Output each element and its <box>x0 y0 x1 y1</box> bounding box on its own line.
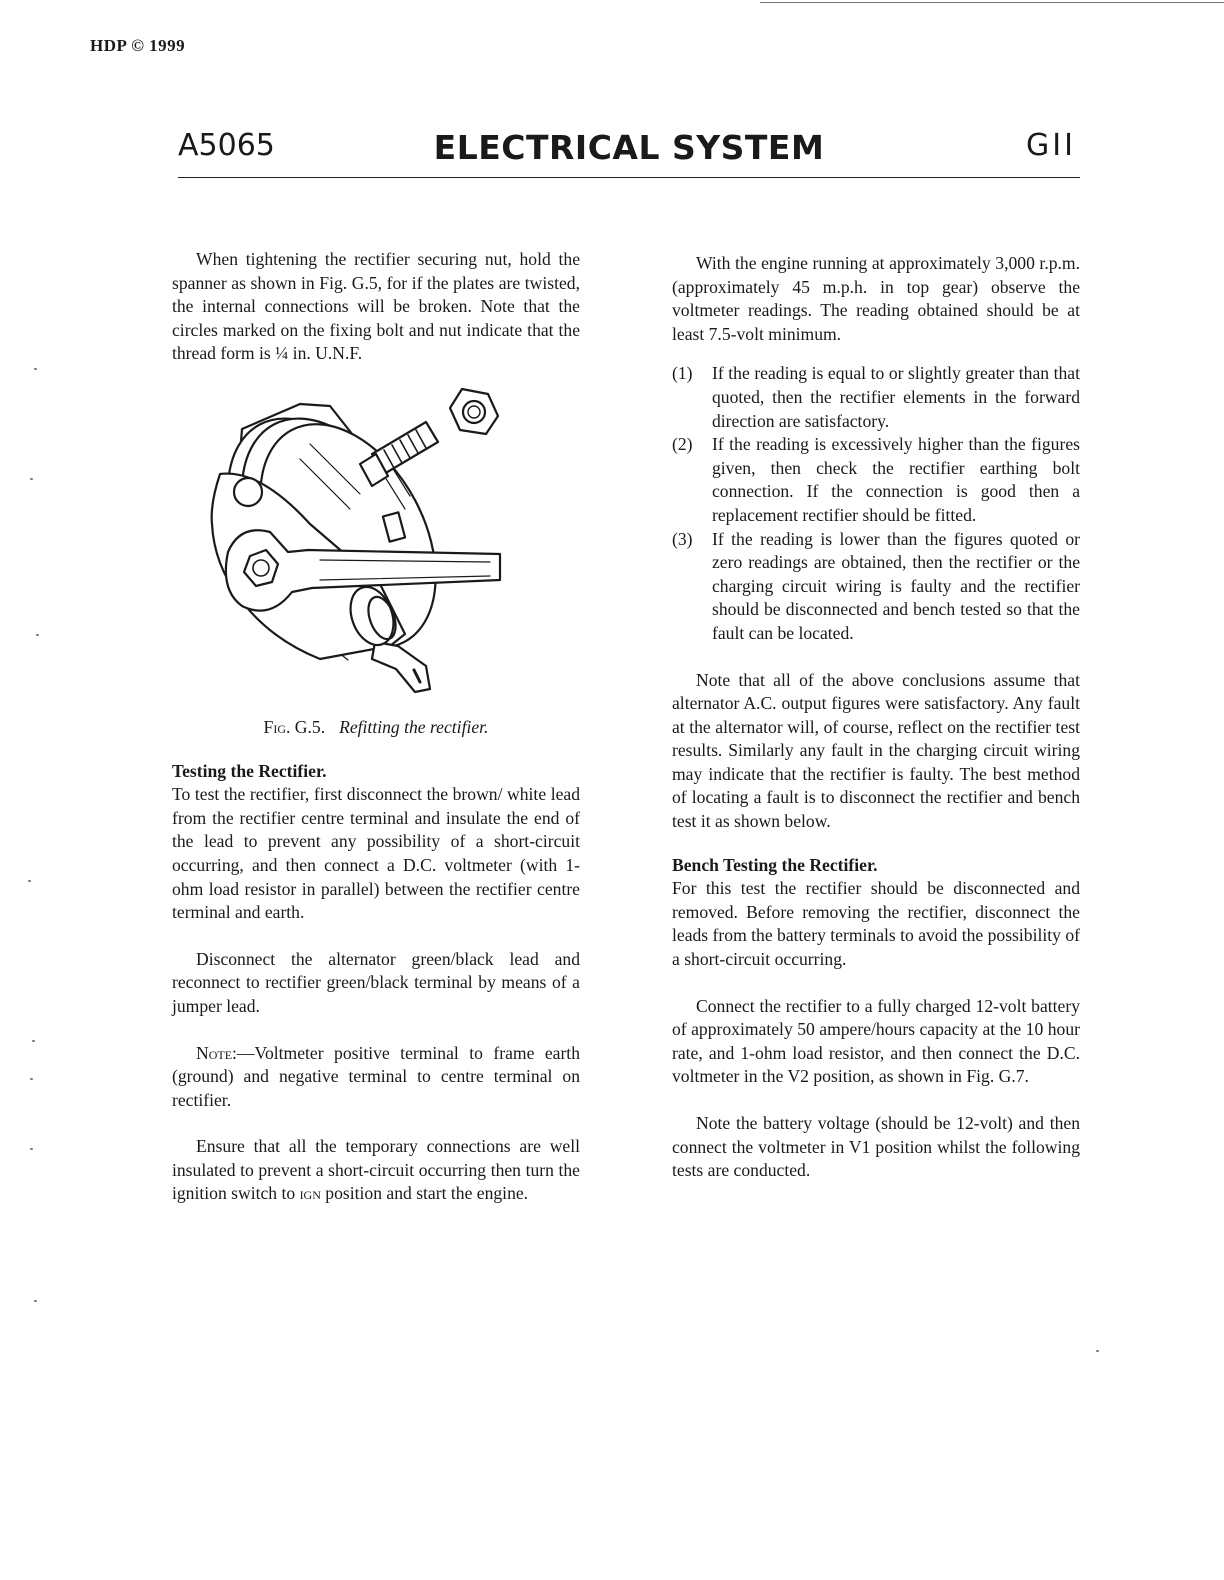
step-number: (3) <box>672 528 693 549</box>
terminal-tag <box>372 642 430 692</box>
note-label: Note <box>196 1042 233 1063</box>
connect-paragraph: Connect the rectifier to a fully charged 12-volt battery of approximately 50 ampere/hours capacity at the 10 hour rate, and 1-ohm load resistor, and then connect the D.C. voltmeter in the V2 position, as shown in Fig. G.7. <box>672 995 1080 1087</box>
figure-g5 <box>172 384 580 714</box>
step-text: If the reading is excessively higher than the figures given, then check the rectifier earthing bolt connection. If the connection is good then a replacement rectifier should be fitted. <box>712 434 1080 525</box>
note-text: :—Voltmeter positive terminal to frame earth (ground) and negative terminal to centre terminal on rectifier. <box>172 1042 580 1110</box>
left-column <box>172 248 580 1206</box>
figure-caption <box>172 716 580 740</box>
disconnect-paragraph: Disconnect the alternator green/black lead and reconnect to rectifier green/black terminal by means of a jumper lead. <box>172 948 580 1016</box>
ensure-text: Ensure that all the temporary connections are well insulated to prevent a short-circuit occurring then turn the ignition switch to <box>172 1136 580 1204</box>
step-number: (1) <box>672 363 693 384</box>
scan-speck <box>28 880 31 882</box>
right-column <box>672 252 1080 1183</box>
scan-speck <box>30 478 33 480</box>
header-rule <box>178 177 1080 178</box>
step-number: (2) <box>672 434 693 455</box>
running-paragraph: With the engine running at approximately 3,000 r.p.m. (approximately 45 m.p.h. in top gear) observe the voltmeter readings. The reading obtained should be at least 7.5-volt minimum. <box>672 253 1080 344</box>
testing-paragraph: To test the rectifier, first disconnect the brown/ white lead from the rectifier centre terminal and insulate the end of the lead to prevent any possibility of a short-circuit occurring, and then connect a D.C. voltmeter (with 1-ohm load resistor in parallel) between the rectifier centre terminal and earth. <box>172 784 580 923</box>
scan-speck <box>1096 1350 1099 1352</box>
reading-steps <box>672 362 1080 645</box>
rectifier-spanner-illustration <box>200 384 530 714</box>
copyright-stamp: HDP © 1999 <box>90 36 186 55</box>
step-text: If the reading is equal to or slightly greater than that quoted, then the rectifier elements in the forward direction are satisfactory. <box>712 363 1080 431</box>
section-title: ELECTRICAL SYSTEM <box>433 128 825 167</box>
ensure-paragraph <box>172 1135 580 1206</box>
step-item <box>672 362 1080 433</box>
ign-label: ign <box>299 1183 321 1204</box>
scan-speck <box>32 1040 35 1042</box>
scan-speck <box>36 634 39 636</box>
bench-heading: Bench Testing the Rectifier. <box>672 854 878 875</box>
intro-paragraph: When tightening the rectifier securing nut, hold the spanner as shown in Fig. G.5, for if the plates are twisted, the internal connections will be broken. Note that the circles marked on the fixing bolt and nut indicate that the thread form is ¼ in. U.N.F. <box>172 249 580 364</box>
scan-speck <box>34 368 37 370</box>
note-paragraph <box>172 1042 580 1113</box>
battery-paragraph: Note the battery voltage (should be 12-volt) and then connect the voltmeter in V1 position whilst the following tests are conducted. <box>672 1113 1080 1181</box>
scan-speck <box>34 1300 37 1302</box>
bench-paragraph: For this test the rectifier should be disconnected and removed. Before removing the rectifier, disconnect the leads from the battery terminals to avoid the possibility of a short-circuit occurring. <box>672 878 1080 970</box>
bracket-hole <box>234 478 262 506</box>
figure-label: Fig. G.5. <box>263 716 326 737</box>
step-item <box>672 528 1080 646</box>
page-number: GII <box>1026 128 1076 163</box>
ensure-end: position and start the engine. <box>325 1183 529 1204</box>
step-text: If the reading is lower than the figures quoted or zero readings are obtained, then the rectifier or the charging circuit wiring is faulty and the rectifier should be disconnected and bench tested so that the fault can be located. <box>712 528 1080 643</box>
figure-caption-text: Refitting the rectifier. <box>339 716 489 737</box>
top-edge-rule <box>760 2 1224 3</box>
conclusion-paragraph: Note that all of the above conclusions assume that alternator A.C. output figures were satisfactory. Any fault at the alternator will, of course, reflect on the rectifier test results. Similarly any fault in the charging circuit wiring may indicate that the rectifier is faulty. The best method of locating a fault is to disconnect the rectifier and bench test it as shown below. <box>672 669 1080 832</box>
step-item <box>672 433 1080 527</box>
manual-code: A5065 <box>178 128 275 163</box>
testing-heading: Testing the Rectifier. <box>172 760 327 781</box>
scan-speck <box>30 1148 33 1150</box>
page-header <box>178 128 1080 168</box>
scan-speck <box>30 1078 33 1080</box>
hex-nut <box>450 389 498 434</box>
